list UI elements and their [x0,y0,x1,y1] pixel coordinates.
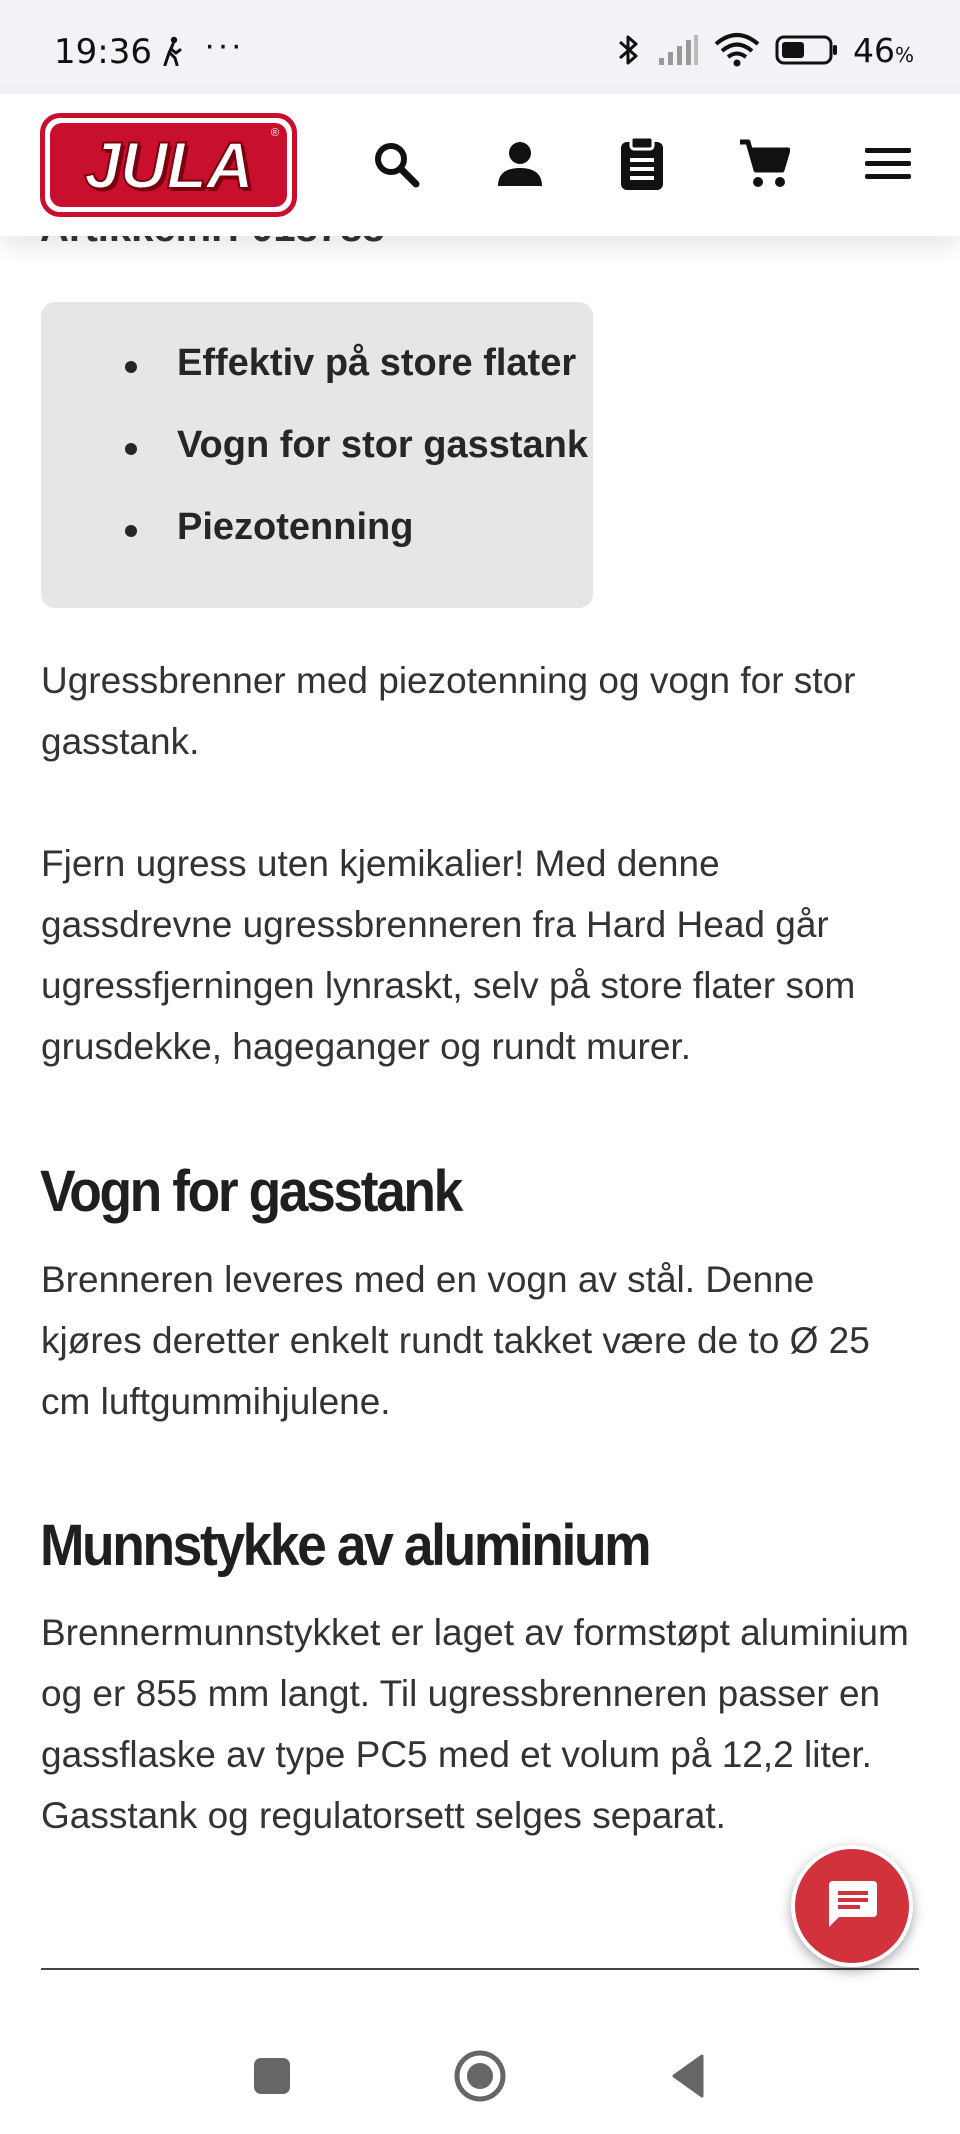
home-circle-icon [453,2049,507,2103]
intro-paragraph: Ugressbrenner med piezotenning og vogn for stor gasstank. [41,660,856,762]
status-bar [0,0,960,94]
section-divider [41,1968,919,1970]
menu-icon [863,144,913,184]
section-text-munnstykke: Brennermunnstykket er laget av formstøpt aluminium og er 855 mm langt. Til ugressbrenneren passer en gassflaske av type PC5 med et volum på 12,2 liter. Gasstank og regulatorsett selges separat. [41,1612,909,1836]
logo-background [50,123,287,207]
section-heading-gasstank: Vogn for gasstank [40,1159,461,1224]
cart-icon [738,138,790,190]
search-icon [372,140,420,188]
logo-registered-mark: ® [270,127,279,139]
wifi-icon [713,32,761,68]
walking-icon [160,36,186,66]
battery-percentage: 46% [852,30,914,70]
status-time: 19:36 [54,32,152,72]
clipboard-icon [619,136,665,192]
usp-item: Vogn for stor gasstank [87,424,177,506]
section-text-gasstank: Brenneren leveres med en vogn av stål. Denne kjøres deretter enkelt rundt takket være de to Ø 25 cm luftgummihjulene. [41,1259,870,1422]
bluetooth-icon [615,32,643,68]
shopping-list-button[interactable] [612,134,672,194]
search-button[interactable] [366,134,426,194]
recents-button[interactable] [240,2044,304,2108]
chat-button[interactable] [791,1845,913,1967]
usp-item: Piezotenning [87,506,177,588]
site-header [0,94,960,236]
usp-box [41,302,593,608]
status-right-group [615,30,914,70]
recents-square-icon [252,2056,292,2096]
account-icon [496,140,544,188]
home-button[interactable] [448,2044,512,2108]
jula-logo[interactable] [40,113,297,217]
battery-icon [775,34,839,66]
system-navigation-bar [0,2014,960,2134]
back-button[interactable] [656,2044,720,2108]
description-paragraph: Fjern ugress uten kjemikalier! Med denne gassdrevne ugressbrenneren fra Hard Head går ugressfjerningen lynraskt, selv på store flater som grusdekke, hageganger og rundt murer. [41,843,856,1067]
account-button[interactable] [490,134,550,194]
back-triangle-icon [668,2053,708,2099]
menu-button[interactable] [858,134,918,194]
chat-icon [823,1877,881,1935]
logo-text: JULA [84,128,253,202]
cellular-signal-icon [657,34,699,66]
usp-item: Effektiv på store flater [87,342,177,424]
usp-list [87,342,589,588]
cart-button[interactable] [734,134,794,194]
more-notifications-icon: ··· [204,26,244,64]
section-heading-munnstykke: Munnstykke av aluminium [40,1513,650,1578]
